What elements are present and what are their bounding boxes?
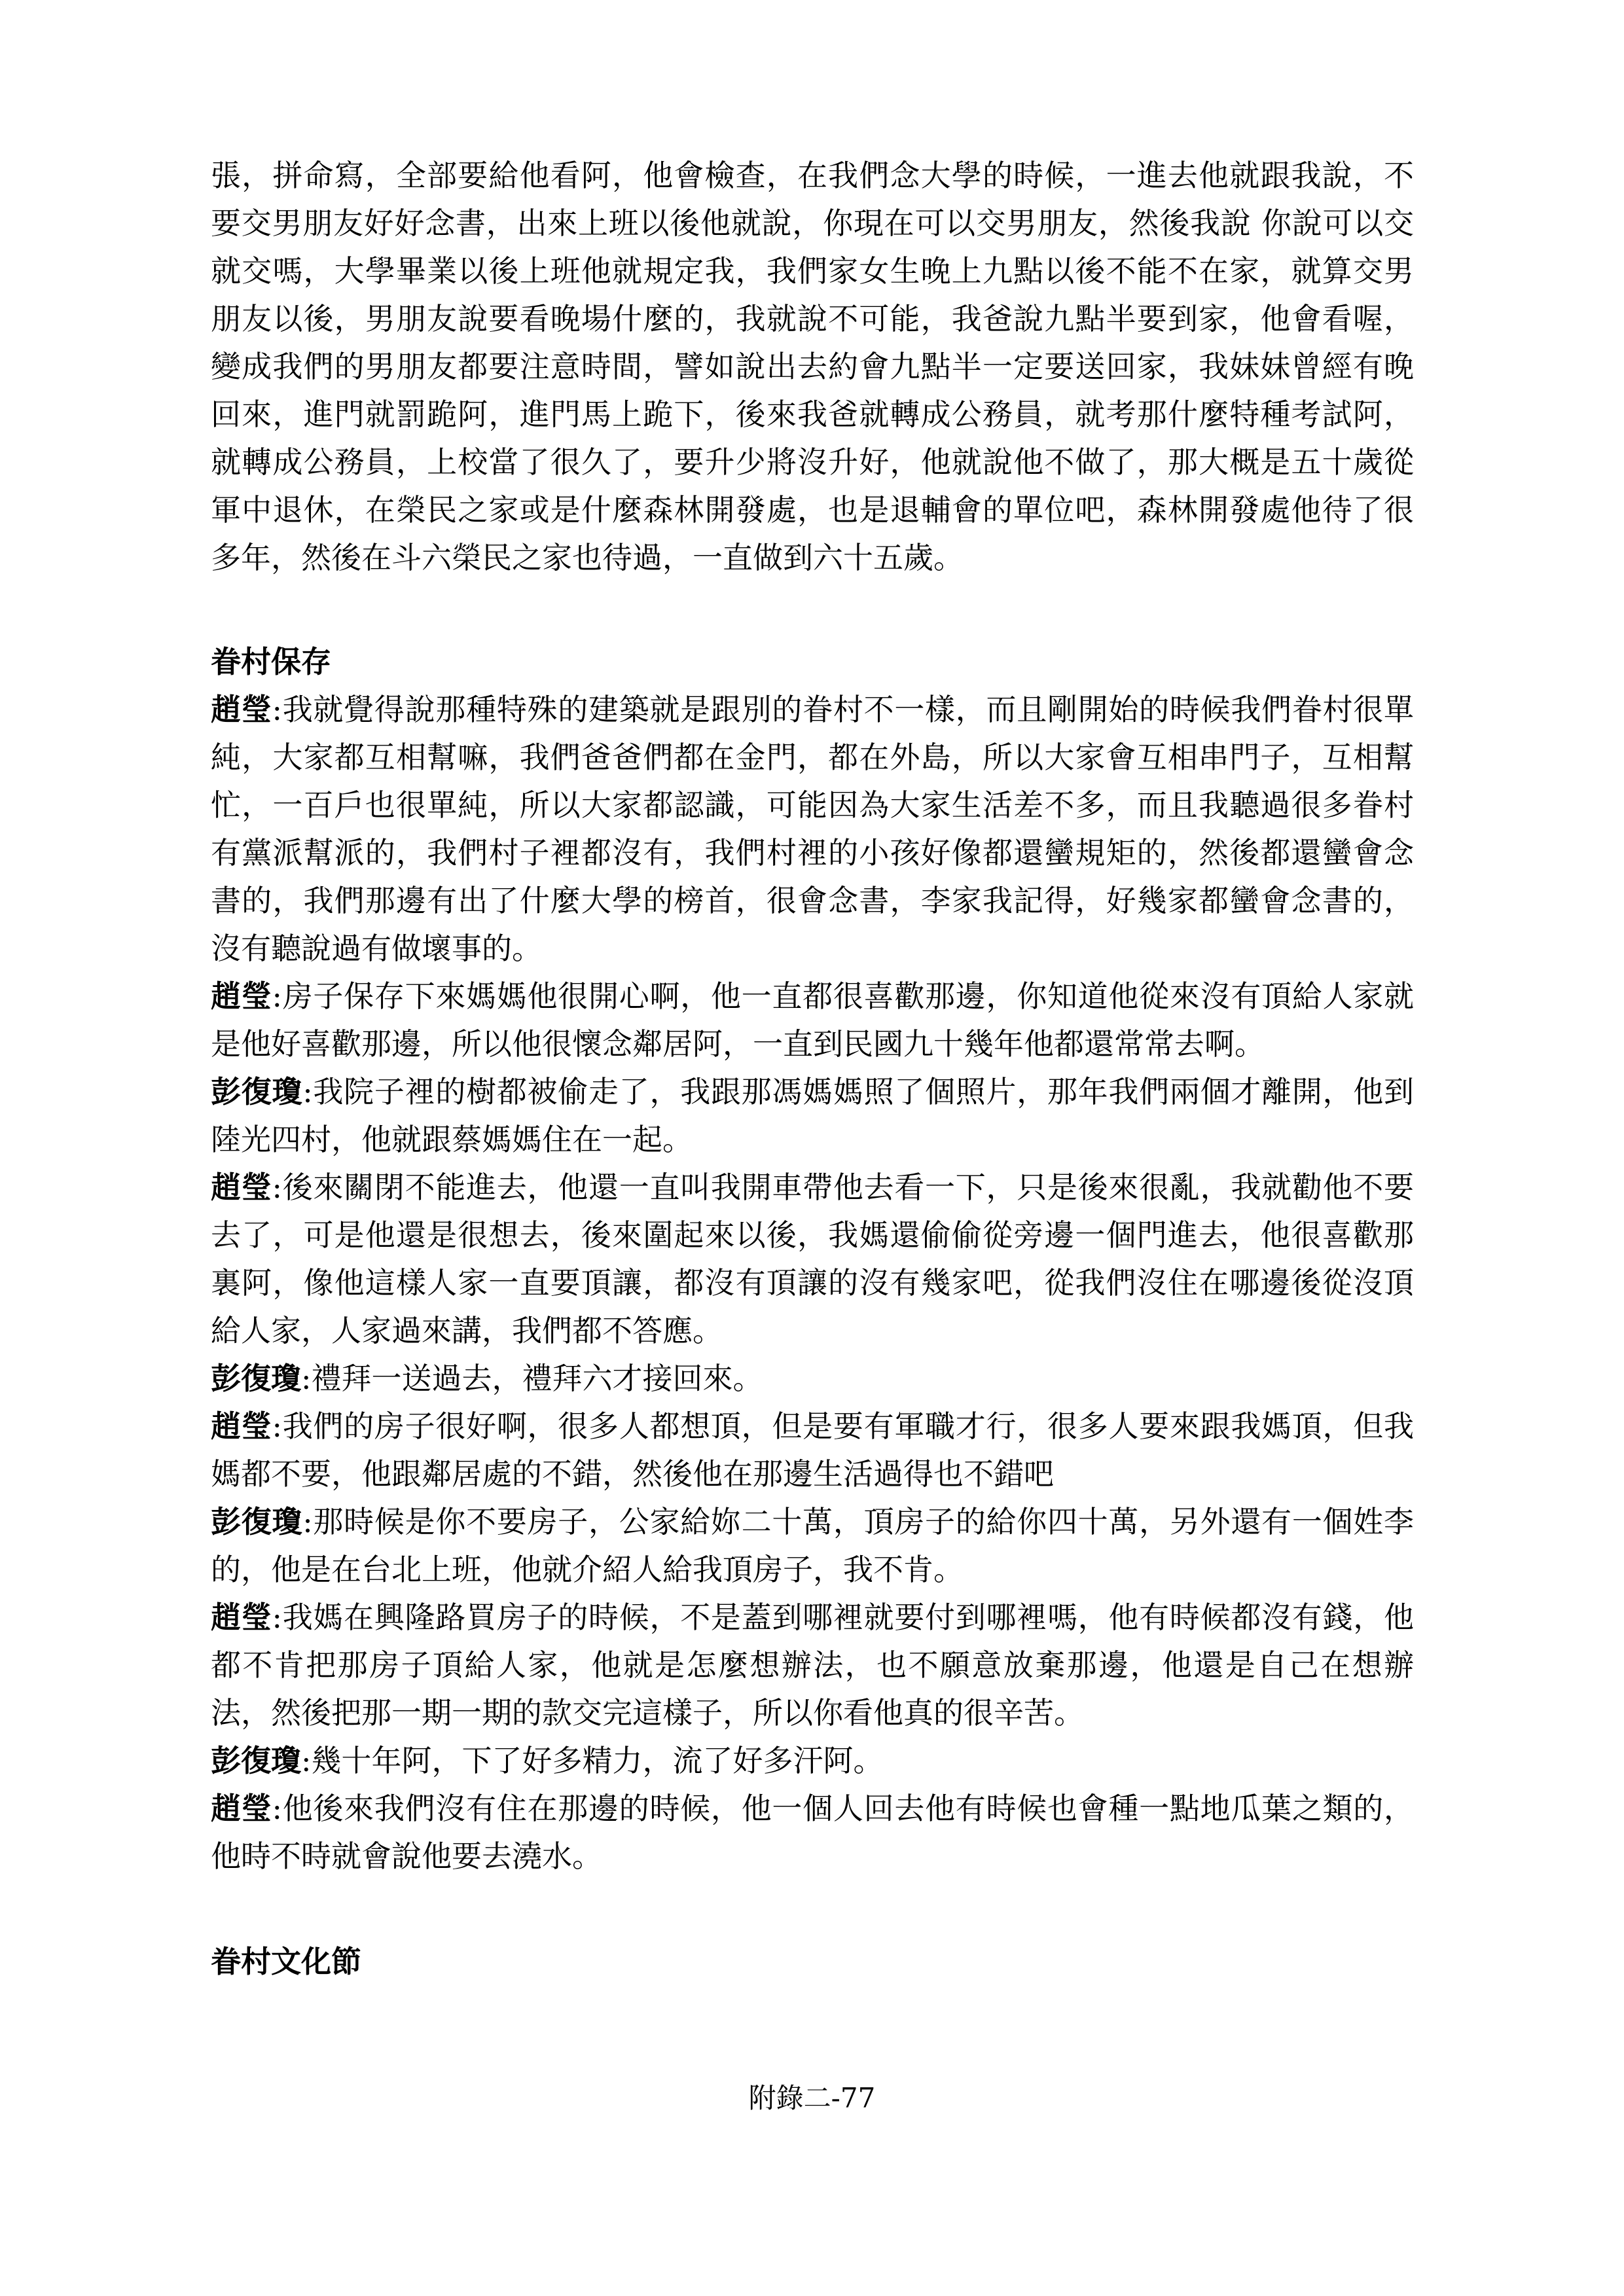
- page-number: 附錄二-77: [748, 2082, 876, 2114]
- speaker-name: 彭復瓊: [211, 1504, 303, 1539]
- speaker-name: 趙瑩: [211, 1791, 272, 1826]
- speaker-name: 彭復瓊: [211, 1361, 301, 1396]
- speaker-name: 趙瑩: [211, 1408, 272, 1444]
- interview-entry: 趙瑩:他後來我們沒有住在那邊的時候，他一個人回去他有時候也會種一點地瓜葉之類的，他時不時就會說他要去澆水。: [211, 1791, 1415, 1874]
- interview-entry: 彭復瓊:那時候是你不要房子，公家給妳二十萬，頂房子的給你四十萬，另外還有一個姓李的，他是在台北上班，他就介紹人給我頂房子，我不肯。: [211, 1504, 1415, 1587]
- entry-text: 他後來我們沒有住在那邊的時候，他一個人回去他有時候也會種一點地瓜葉之類的，他時不時就會說他要去澆水。: [211, 1791, 1415, 1874]
- entry-text: 我媽在興隆路買房子的時候，不是蓋到哪裡就要付到哪裡嗎，他有時候都沒有錢，他都不肯把那房子頂給人家，他就是怎麼想辦法，也不願意放棄那邊，他還是自己在想辦法，然後把那一期一期的款交完這樣子，所以你看他真的很辛苦。: [211, 1600, 1415, 1731]
- entry-text: 幾十年阿，下了好多精力，流了好多汗阿。: [311, 1743, 884, 1778]
- interview-entry: 趙瑩:我們的房子很好啊，很多人都想頂，但是要有軍職才行，很多人要來跟我媽頂，但我媽都不要，他跟鄰居處的不錯，然後他在那邊生活過得也不錯吧: [211, 1408, 1415, 1492]
- interview-entry: 趙瑩:我媽在興隆路買房子的時候，不是蓋到哪裡就要付到哪裡嗎，他有時候都沒有錢，他都不肯把那房子頂給人家，他就是怎麼想辦法，也不願意放棄那邊，他還是自己在想辦法，然後把那一期一期的款交完這樣子，所以你看他真的很辛苦。: [211, 1600, 1415, 1731]
- entry-text: 禮拜一送過去，禮拜六才接回來。: [311, 1361, 763, 1396]
- speaker-name: 彭復瓊: [211, 1743, 301, 1778]
- section-heading-culture-festival: 眷村文化節: [211, 1944, 361, 1979]
- interview-entry: 彭復瓊:幾十年阿，下了好多精力，流了好多汗阿。: [211, 1743, 884, 1778]
- interview-entry: 彭復瓊:禮拜一送過去，禮拜六才接回來。: [211, 1361, 763, 1396]
- entry-text: 房子保存下來媽媽他很開心啊，他一直都很喜歡那邊，你知道他從來沒有頂給人家就是他好喜歡那邊，所以他很懷念鄰居阿，一直到民國九十幾年他都還常常去啊。: [211, 978, 1415, 1062]
- speaker-name: 彭復瓊: [211, 1074, 303, 1109]
- speaker-name: 趙瑩: [211, 1600, 272, 1635]
- document-body: [211, 152, 1414, 1986]
- section-heading-preservation: 眷村保存: [211, 644, 331, 679]
- entry-text: 那時候是你不要房子，公家給妳二十萬，頂房子的給你四十萬，另外還有一個姓李的，他是在台北上班，他就介紹人給我頂房子，我不肯。: [211, 1504, 1415, 1587]
- interview-entry: 彭復瓊:我院子裡的樹都被偷走了，我跟那馮媽媽照了個照片，那年我們兩個才離開，他到陸光四村，他就跟蔡媽媽住在一起。: [211, 1074, 1415, 1157]
- intro-paragraph: 張，拼命寫，全部要給他看阿，他會檢查，在我們念大學的時候，一進去他就跟我說，不要交男朋友好好念書，出來上班以後他就說，你現在可以交男朋友，然後我說 你說可以交就交嗎，大學畢業以後上班他就規定我，我們家女生晚上九點以後不能不在家，就算交男朋友以後，男朋友說要看晚場什麼的，我就說不可能，我爸說九點半要到家，他會看喔，變成我們的男朋友都要注意時間，譬如說出去約會九點半一定要送回家，我妹妹曾經有晚回來，進門就罰跪阿，進門馬上跪下，後來我爸就轉成公務員，就考那什麼特種考試阿，就轉成公務員，上校當了很久了，要升少將沒升好，他就說他不做了，那大概是五十歲從軍中退休，在榮民之家或是什麼森林開發處，也是退輔會的單位吧，森林開發處他待了很多年，然後在斗六榮民之家也待過，一直做到六十五歲。: [211, 158, 1414, 575]
- speaker-name: 趙瑩: [211, 692, 272, 727]
- speaker-name: 趙瑩: [211, 978, 272, 1014]
- entry-text: 我就覺得說那種特殊的建築就是跟別的眷村不一樣，而且剛開始的時候我們眷村很單純，大家都互相幫嘛，我們爸爸們都在金門，都在外島，所以大家會互相串門子，互相幫忙，一百戶也很單純，所以大家都認識，可能因為大家生活差不多，而且我聽過很多眷村有黨派幫派的，我們村子裡都沒有，我們村裡的小孩好像都還蠻規矩的，然後都還蠻會念書的，我們那邊有出了什麼大學的榜首，很會念書，李家我記得，好幾家都蠻會念書的，沒有聽說過有做壞事的。: [211, 692, 1415, 966]
- entry-text: 後來關閉不能進去，他還一直叫我開車帶他去看一下，只是後來很亂，我就勸他不要去了，可是他還是很想去，後來圍起來以後，我媽還偷偷從旁邊一個門進去，他很喜歡那裏阿，像他這樣人家一直要頂讓，都沒有頂讓的沒有幾家吧，從我們沒住在哪邊後從沒頂給人家，人家過來講，我們都不答應。: [211, 1170, 1415, 1348]
- interview-entry: 趙瑩:後來關閉不能進去，他還一直叫我開車帶他去看一下，只是後來很亂，我就勸他不要去了，可是他還是很想去，後來圍起來以後，我媽還偷偷從旁邊一個門進去，他很喜歡那裏阿，像他這樣人家一直要頂讓，都沒有頂讓的沒有幾家吧，從我們沒住在哪邊後從沒頂給人家，人家過來講，我們都不答應。: [211, 1170, 1415, 1348]
- interview-entry: 趙瑩:房子保存下來媽媽他很開心啊，他一直都很喜歡那邊，你知道他從來沒有頂給人家就是他好喜歡那邊，所以他很懷念鄰居阿，一直到民國九十幾年他都還常常去啊。: [211, 978, 1415, 1062]
- interview-entry: 趙瑩:我就覺得說那種特殊的建築就是跟別的眷村不一樣，而且剛開始的時候我們眷村很單純，大家都互相幫嘛，我們爸爸們都在金門，都在外島，所以大家會互相串門子，互相幫忙，一百戶也很單純，所以大家都認識，可能因為大家生活差不多，而且我聽過很多眷村有黨派幫派的，我們村子裡都沒有，我們村裡的小孩好像都還蠻規矩的，然後都還蠻會念書的，我們那邊有出了什麼大學的榜首，很會念書，李家我記得，好幾家都蠻會念書的，沒有聽說過有做壞事的。: [211, 692, 1415, 966]
- entry-text: 我院子裡的樹都被偷走了，我跟那馮媽媽照了個照片，那年我們兩個才離開，他到陸光四村，他就跟蔡媽媽住在一起。: [211, 1074, 1415, 1157]
- speaker-name: 趙瑩: [211, 1170, 272, 1205]
- entry-text: 我們的房子很好啊，很多人都想頂，但是要有軍職才行，很多人要來跟我媽頂，但我媽都不要，他跟鄰居處的不錯，然後他在那邊生活過得也不錯吧: [211, 1408, 1415, 1492]
